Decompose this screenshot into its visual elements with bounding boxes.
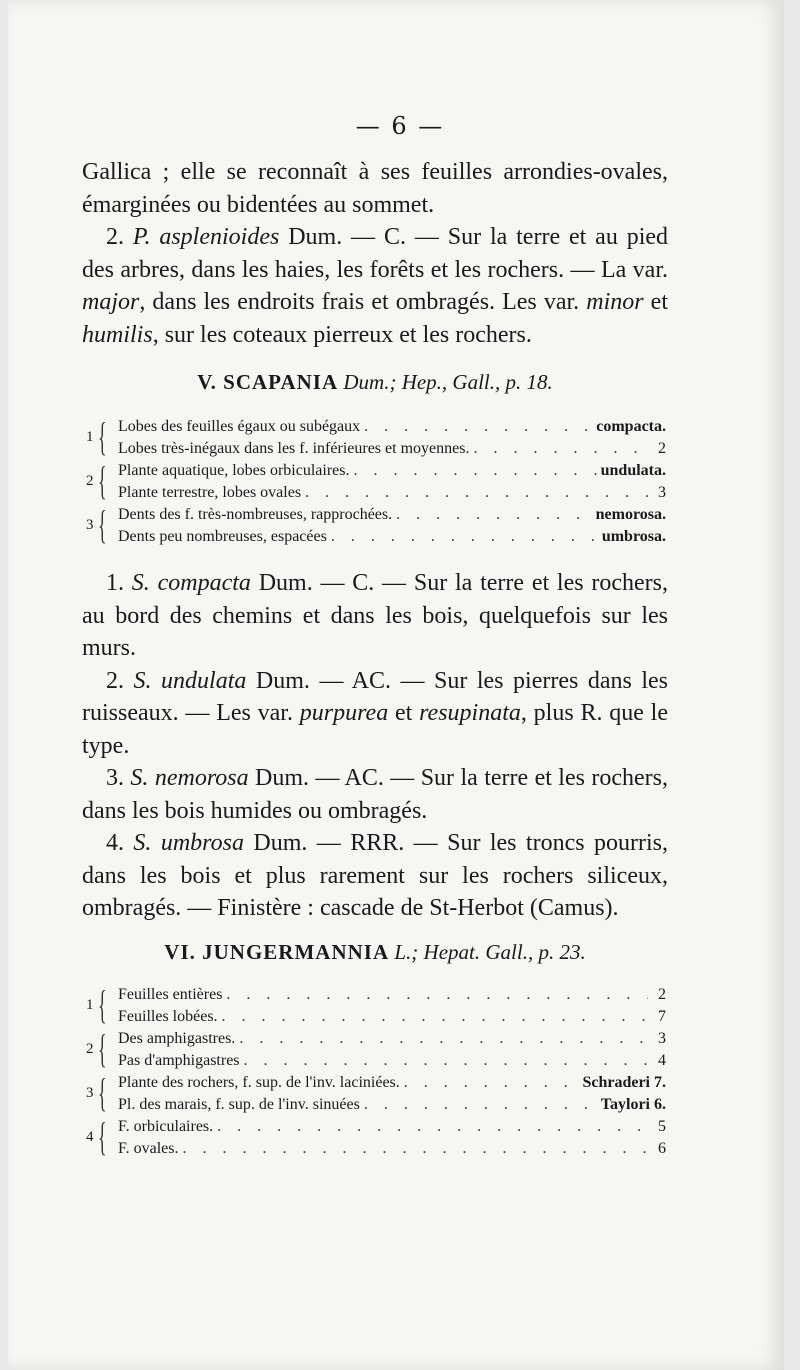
key-jungermannia bbox=[86, 982, 666, 1162]
page-number: — 6 — bbox=[355, 112, 445, 140]
section-heading-jungermannia: VI. JUNGERMANNIA L.; Hepat. Gall., p. 23. bbox=[164, 940, 586, 964]
key-group: 3 { Dents des f. très-nombreuses, rapprochées. . . . nemorosa. Dents peu nombreuses, espacées . . . umbrosa. bbox=[86, 506, 666, 550]
key-group: 1 { Feuilles entières . . . 2 Feuilles lobées. . . . 7 bbox=[86, 986, 666, 1030]
key-scapania bbox=[86, 414, 666, 550]
species-entry: 4. S. umbrosa Dum. — RRR. — Sur les troncs pourris, dans les bois et plus rarement sur les rochers siliceux, ombragés. — Finistère : cascade de St-Herbot (Camus). bbox=[82, 830, 669, 921]
key-group: 2 { Des amphigastres. . . . 3 Pas d'amphigastres . . . 4 bbox=[86, 1030, 666, 1074]
species-entry: 3. S. nemorosa Dum. — AC. — Sur la terre et les rochers, dans les bois humides ou ombragés. bbox=[82, 765, 668, 824]
scapania-species bbox=[82, 567, 668, 925]
key-group: 4 { F. orbiculaires. . . . 5 F. ovales. . . . 6 bbox=[86, 1118, 666, 1162]
key-group: 2 { Plante aquatique, lobes orbiculaires. . . . undulata. Plante terrestre, lobes ovales . . . 3 bbox=[86, 462, 666, 506]
intro-text bbox=[82, 156, 668, 351]
species-entry: 2. S. undulata Dum. — AC. — Sur les pierres dans les ruisseaux. — Les var. purpurea et resupinata, plus R. que le type. bbox=[82, 667, 669, 759]
key-group: 3 { Plante des rochers, f. sup. de l'inv. laciniées. . . . Schraderi 7. Pl. des marais, f. sup. de l'inv. sinuées . . . Taylori 6. bbox=[86, 1074, 666, 1118]
species-entry: 1. S. compacta Dum. — C. — Sur la terre et les rochers, au bord des chemins et dans les bois, quelquefois sur les murs. bbox=[82, 570, 669, 661]
intro-paragraph-1: Gallica ; elle se reconnaît à ses feuilles arrondies-ovales, émarginées ou bidentées au sommet. bbox=[82, 159, 668, 218]
section-heading-scapania: V. SCAPANIA Dum.; Hep., Gall., p. 18. bbox=[197, 370, 553, 394]
key-group: 1 { Lobes des feuilles égaux ou subégaux . . . compacta. Lobes très-inégaux dans les f. inférieures et moyennes. . . . 2 bbox=[86, 418, 666, 462]
intro-paragraph-2: 2. P. asplenioides Dum. — C. — Sur la terre et au pied des arbres, dans les haies, les forêts et les rochers. — La var. major, dans les endroits frais et ombragés. Les var. minor et humilis, sur les coteaux pierreux et les rochers. bbox=[82, 224, 669, 348]
